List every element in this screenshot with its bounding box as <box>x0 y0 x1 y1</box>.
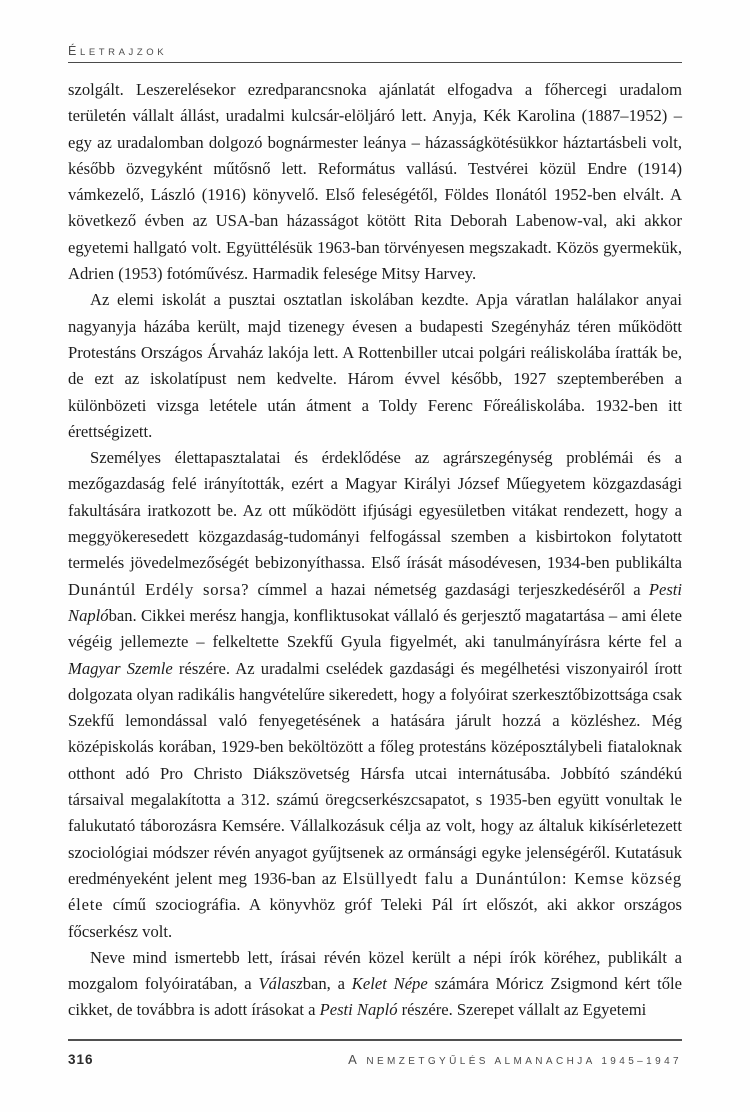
footer-row <box>68 1052 682 1067</box>
italic-title-text: Magyar Szemle <box>68 658 173 678</box>
italic-title-text: Pesti Napló <box>319 1000 398 1020</box>
text-run: Személyes élettapasztalatai és érdeklődése az agrárszegénység problémái és a mezőgazdaság felé irányították, ezért a Magyar Királyi József Műegyetem közgazdasági fakultására iratkozott be. Az ott működött ifjúsági egyesületben vitákat rendezett, hogy a meggyökeresedett közgazdaság-tudományi felfogással szemben a kisbirtokon folytatott termelés jövedelmezőségét bebizonyíthassa. Első írását másodévesen, 1934-ben publikálta <box>68 448 682 573</box>
text-run: szolgált. Leszerelésekor ezredparancsnoka ajánlatát elfogadva a főhercegi uradalom területén vállalt állást, uradalmi kulcsár-elöljáró lett. Anyja, Kék Karolina (1887–1952) – egy az uradalomban dolgozó bognármester leánya – házasságkötésükkor háztartásbeli volt, később özvegyként műtősnő lett. Református vallású. Testvérei közül Endre (1914) vámkezelő, László (1916) könyvelő. Első feleségétől, Földes Ilonától 1952-ben elvált. A következő évben az USA-ban házasságot kötött Rita Deborah Labenow-val, aki akkor egyetemi hallgató volt. Együttélésük 1963-ban törvényesen megszakadt. Közös gyermekük, Adrien (1953) fotóművész. Harmadik felesége Mitsy Harvey. <box>68 80 682 284</box>
text-run: című szociográfia. A könyvhöz gróf Teleki Pál írt előszót, aki akkor országos főcserkész volt. <box>68 895 682 941</box>
page-footer <box>68 1039 682 1067</box>
text-run: részére. Szerepet vállalt az Egyetemi <box>397 1000 647 1020</box>
text-run: Neve mind ismertebb lett, írásai révén közel került a népi írók köréhez, publikált a mozgalom folyóiratában, a <box>68 947 682 994</box>
page-number: 316 <box>68 1052 94 1067</box>
footer-rule <box>68 1039 682 1041</box>
text-run: számára Móricz Zsigmond kért tőle cikket, de továbbra is adott írásokat a <box>68 974 682 1020</box>
text-run: Az elemi iskolát a pusztai osztatlan iskolában kezdte. Apja váratlan halálakor anyai nagyanyja házába került, majd tizenegy évesen a budapesti Szegényház téren működött Protestáns Országos Árvaház lakója lett. A Rottenbiller utcai polgári reáliskolába íratták be, de ezt az iskolatípust nem kedvelte. Három évvel később, 1927 szeptemberében a különbözeti vizsga letétele után átment a Toldy Ferenc Főreáliskolába. 1932-ben itt érettségizett. <box>68 290 682 441</box>
paragraph <box>68 77 682 287</box>
running-head-title: ÉLETRAJZOK <box>68 44 168 58</box>
paragraph <box>68 945 682 1024</box>
paragraph <box>68 445 682 945</box>
page-header <box>68 44 682 71</box>
italic-title-text: Pesti Napló <box>68 579 682 625</box>
paragraph <box>68 287 682 445</box>
italic-title-text: Kelet Népe <box>351 974 428 994</box>
text-run: ban. Cikkei merész hangja, konfliktusokat vállaló és gerjesztő magatartása – ami élete végéig jellemezte – felkeltette Szekfű Gyula figyelmét, aki tanulmányírásra kérte fel a <box>68 605 682 652</box>
body-text <box>68 77 682 1024</box>
running-title: A NEMZETGYŰLÉS ALMANACHJA 1945–1947 <box>348 1052 682 1067</box>
text-run: ban, a <box>302 974 352 994</box>
text-run: részére. Az uradalmi cselédek gazdasági és megélhetési viszonyairól írott dolgozata olyan radikális hangvételűre sikeredett, hogy a folyóirat szerkesztőbizottsága csak Szekfű lemondással való fenyegetésének a hatására járult hozzá a közléshez. Még középiskolás korában, 1929-ben beköltözött a főleg protestáns középosztálybeli fiataloknak otthont adó Pro Christo Diákszövetség Hársfa utcai internátusába. Jobbító szándékú társaival megalakította a 312. számú öregcserkészcsapatot, s 1935-ben együtt vonultak le falukutató táborozásra Kemsére. Vállalkozásuk célja az volt, hogy az általuk kikísérletezett szociológiai módszer révén anyagot gyűjtsenek az ormánsági egyke jelenségéről. Kutatásuk eredményeként jelent meg 1936-ban az <box>68 658 682 888</box>
spaced-title-text: Elsüllyedt falu a Dunántúlon: Kemse község élete <box>68 868 682 915</box>
spaced-title-text: Dunántúl Erdély sorsa? <box>68 579 250 599</box>
italic-title-text: Válasz <box>258 974 303 994</box>
text-run: címmel a hazai németség gazdasági terjeszkedéséről a <box>249 579 649 599</box>
header-rule <box>68 62 682 63</box>
